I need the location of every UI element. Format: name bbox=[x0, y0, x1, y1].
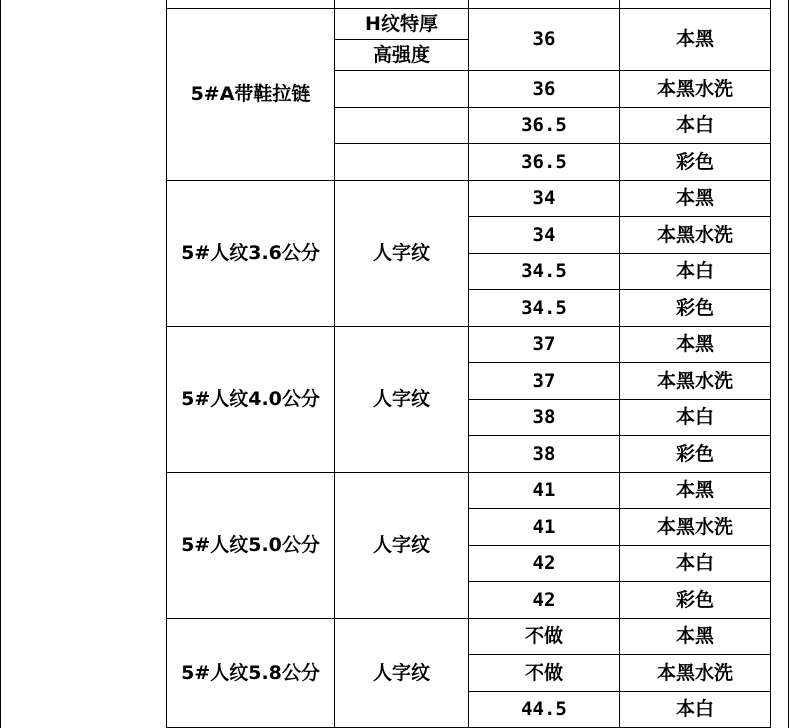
color-cell: 彩色 bbox=[620, 582, 771, 619]
empty-variant-cell bbox=[335, 108, 469, 144]
table-row bbox=[167, 9, 771, 40]
size-cell: 42 bbox=[469, 582, 620, 619]
variant-cell: 人字纹 bbox=[335, 473, 469, 619]
color-cell: 本白 bbox=[620, 254, 771, 290]
zipper-spec-table bbox=[166, 0, 771, 728]
color-cell: 彩色 bbox=[620, 290, 771, 327]
product-name-cell: 5#人纹5.0公分 bbox=[167, 473, 335, 619]
size-cell: 不做 bbox=[469, 619, 620, 655]
size-cell: 34 bbox=[469, 181, 620, 217]
size-cell: 36 bbox=[469, 71, 620, 108]
color-cell: 本黑 bbox=[620, 181, 771, 217]
table-cell bbox=[167, 0, 335, 9]
empty-variant-cell bbox=[335, 144, 469, 181]
size-cell: 36.5 bbox=[469, 144, 620, 181]
size-cell: 36.5 bbox=[469, 108, 620, 144]
color-cell: 本白 bbox=[620, 546, 771, 582]
size-cell: 38 bbox=[469, 400, 620, 436]
product-name-cell: 5#人纹3.6公分 bbox=[167, 181, 335, 327]
color-cell: 彩色 bbox=[620, 436, 771, 473]
size-cell: 34 bbox=[469, 217, 620, 254]
empty-variant-cell bbox=[335, 71, 469, 108]
size-cell: 36 bbox=[469, 9, 620, 71]
size-cell: 44.5 bbox=[469, 692, 620, 728]
variant-cell: 人字纹 bbox=[335, 327, 469, 473]
color-cell: 本白 bbox=[620, 692, 771, 728]
table-cell bbox=[335, 0, 469, 9]
right-page-border bbox=[788, 0, 789, 728]
variant-cell-bottom: 高强度 bbox=[335, 40, 469, 71]
size-cell: 38 bbox=[469, 436, 620, 473]
product-name-cell: 5#A带鞋拉链 bbox=[167, 9, 335, 181]
product-name-cell: 5#人纹5.8公分 bbox=[167, 619, 335, 728]
variant-cell: 人字纹 bbox=[335, 619, 469, 728]
color-cell: 本黑水洗 bbox=[620, 655, 771, 692]
table-cell bbox=[620, 0, 771, 9]
size-cell: 37 bbox=[469, 327, 620, 363]
size-cell: 不做 bbox=[469, 655, 620, 692]
color-cell: 本黑水洗 bbox=[620, 217, 771, 254]
color-cell: 本黑 bbox=[620, 327, 771, 363]
variant-cell-top: H纹特厚 bbox=[335, 9, 469, 40]
color-cell: 本黑水洗 bbox=[620, 71, 771, 108]
size-cell: 34.5 bbox=[469, 290, 620, 327]
size-cell: 42 bbox=[469, 546, 620, 582]
table-row bbox=[167, 473, 771, 509]
table-row-top-sliver bbox=[167, 0, 771, 9]
size-cell: 37 bbox=[469, 363, 620, 400]
table-row bbox=[167, 181, 771, 217]
table-row bbox=[167, 619, 771, 655]
color-cell: 本黑 bbox=[620, 9, 771, 71]
table-row bbox=[167, 327, 771, 363]
table-cell bbox=[469, 0, 620, 9]
color-cell: 本黑水洗 bbox=[620, 363, 771, 400]
color-cell: 本黑 bbox=[620, 473, 771, 509]
size-cell: 41 bbox=[469, 509, 620, 546]
color-cell: 本白 bbox=[620, 108, 771, 144]
size-cell: 41 bbox=[469, 473, 620, 509]
product-name-cell: 5#人纹4.0公分 bbox=[167, 327, 335, 473]
color-cell: 本白 bbox=[620, 400, 771, 436]
color-cell: 本黑水洗 bbox=[620, 509, 771, 546]
size-cell: 34.5 bbox=[469, 254, 620, 290]
left-page-border bbox=[0, 0, 1, 728]
variant-cell: 人字纹 bbox=[335, 181, 469, 327]
color-cell: 彩色 bbox=[620, 144, 771, 181]
color-cell: 本黑 bbox=[620, 619, 771, 655]
